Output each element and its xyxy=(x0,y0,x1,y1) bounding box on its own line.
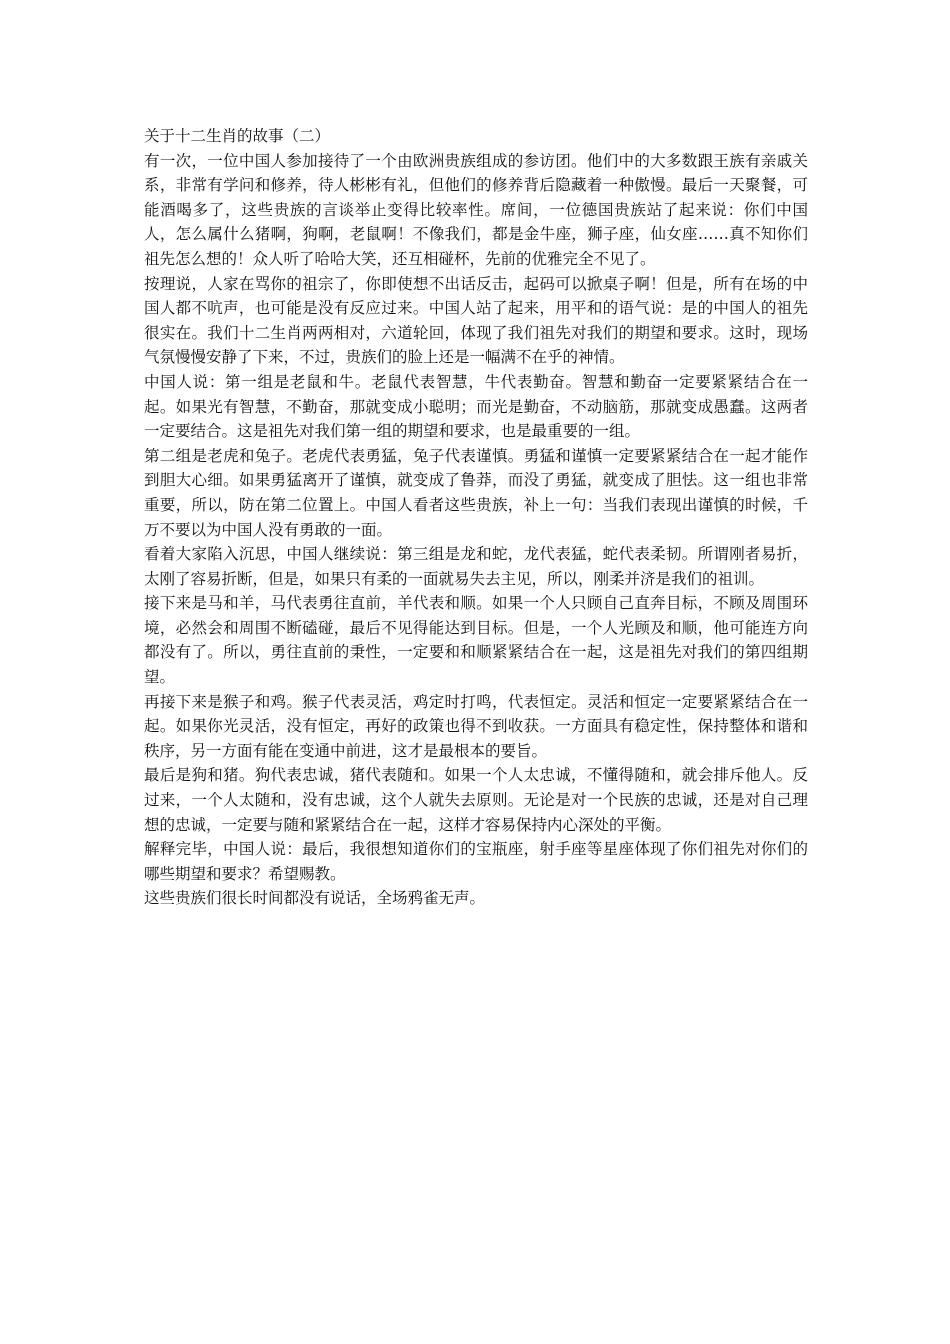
paragraph: 这些贵族们很长时间都没有说话，全场鸦雀无声。 xyxy=(144,889,486,908)
paragraph: 第二组是老虎和兔子。老虎代表勇猛，兔子代表谨慎。勇猛和谨慎一定要紧紧结合在一起才能作到胆大心细。如果勇猛离开了谨慎，就变成了鲁莽，而没了勇猛，就变成了胆怯。这一组也非常重要，所以，防在第二位置上。中国人看者这些贵族，补上一句：当我们表现出谨慎的时候，千万不要以为中国人没有勇敢的一面。 xyxy=(144,446,808,539)
paragraph: 接下来是马和羊，马代表勇往直前，羊代表和顺。如果一个人只顾自己直奔目标，不顾及周围环境，必然会和周围不断磕碰，最后不见得能达到目标。但是，一个人光顾及和顺，他可能连方向都没有了。所以，勇往直前的秉性，一定要和和顺紧紧结合在一起，这是祖先对我们的第四组期望。 xyxy=(144,594,808,687)
paragraph: 有一次，一位中国人参加接待了一个由欧洲贵族组成的参访团。他们中的大多数跟王族有亲戚关系，非常有学问和修养，待人彬彬有礼，但他们的修养背后隐藏着一种傲慢。最后一天聚餐，可能酒喝多了，这些贵族的言谈举止变得比较率性。席间，一位德国贵族站了起来说：你们中国人，怎么属什么猪啊，狗啊，老鼠啊！不像我们，都是金牛座，狮子座，仙女座……真不知你们祖先怎么想的！众人听了哈哈大笑，还互相碰杯，先前的优雅完全不见了。 xyxy=(144,151,808,268)
paragraph: 最后是狗和猪。狗代表忠诚，猪代表随和。如果一个人太忠诚，不懂得随和，就会排斥他人。反过来，一个人太随和，没有忠诚，这个人就失去原则。无论是对一个民族的忠诚，还是对自己理想的忠诚，一定要与随和紧紧结合在一起，这样才容易保持内心深处的平衡。 xyxy=(144,766,808,834)
document-title: 关于十二生肖的故事（二） xyxy=(144,127,331,145)
paragraph: 按理说，人家在骂你的祖宗了，你即使想不出话反击，起码可以掀桌子啊！但是，所有在场的中国人都不吭声，也可能是没有反应过来。中国人站了起来，用平和的语气说：是的中国人的祖先很实在。我们十二生肖两两相对，六道轮回，体现了我们祖先对我们的期望和要求。这时，现场气氛慢慢安静了下来，不过，贵族们的脸上还是一幅满不在乎的神情。 xyxy=(144,274,808,367)
document-body xyxy=(144,124,808,911)
paragraph: 解释完毕，中国人说：最后，我很想知道你们的宝瓶座，射手座等星座体现了你们祖先对你们的哪些期望和要求？希望赐教。 xyxy=(144,840,808,883)
paragraph: 中国人说：第一组是老鼠和牛。老鼠代表智慧，牛代表勤奋。智慧和勤奋一定要紧紧结合在一起。如果光有智慧，不勤奋，那就变成小聪明；而光是勤奋，不动脑筋，那就变成愚蠢。这两者一定要结合。这是祖先对我们第一组的期望和要求，也是最重要的一组。 xyxy=(144,372,808,441)
paragraph: 看着大家陷入沉思，中国人继续说：第三组是龙和蛇，龙代表猛，蛇代表柔韧。所谓刚者易折，太刚了容易折断，但是，如果只有柔的一面就易失去主见，所以，刚柔并济是我们的祖训。 xyxy=(144,545,808,588)
paragraph: 再接下来是猴子和鸡。猴子代表灵活，鸡定时打鸣，代表恒定。灵活和恒定一定要紧紧结合在一起。如果你光灵活，没有恒定，再好的政策也得不到收获。一方面具有稳定性，保持整体和谐和秩序，另一方面有能在变通中前进，这才是最根本的要旨。 xyxy=(144,692,808,760)
